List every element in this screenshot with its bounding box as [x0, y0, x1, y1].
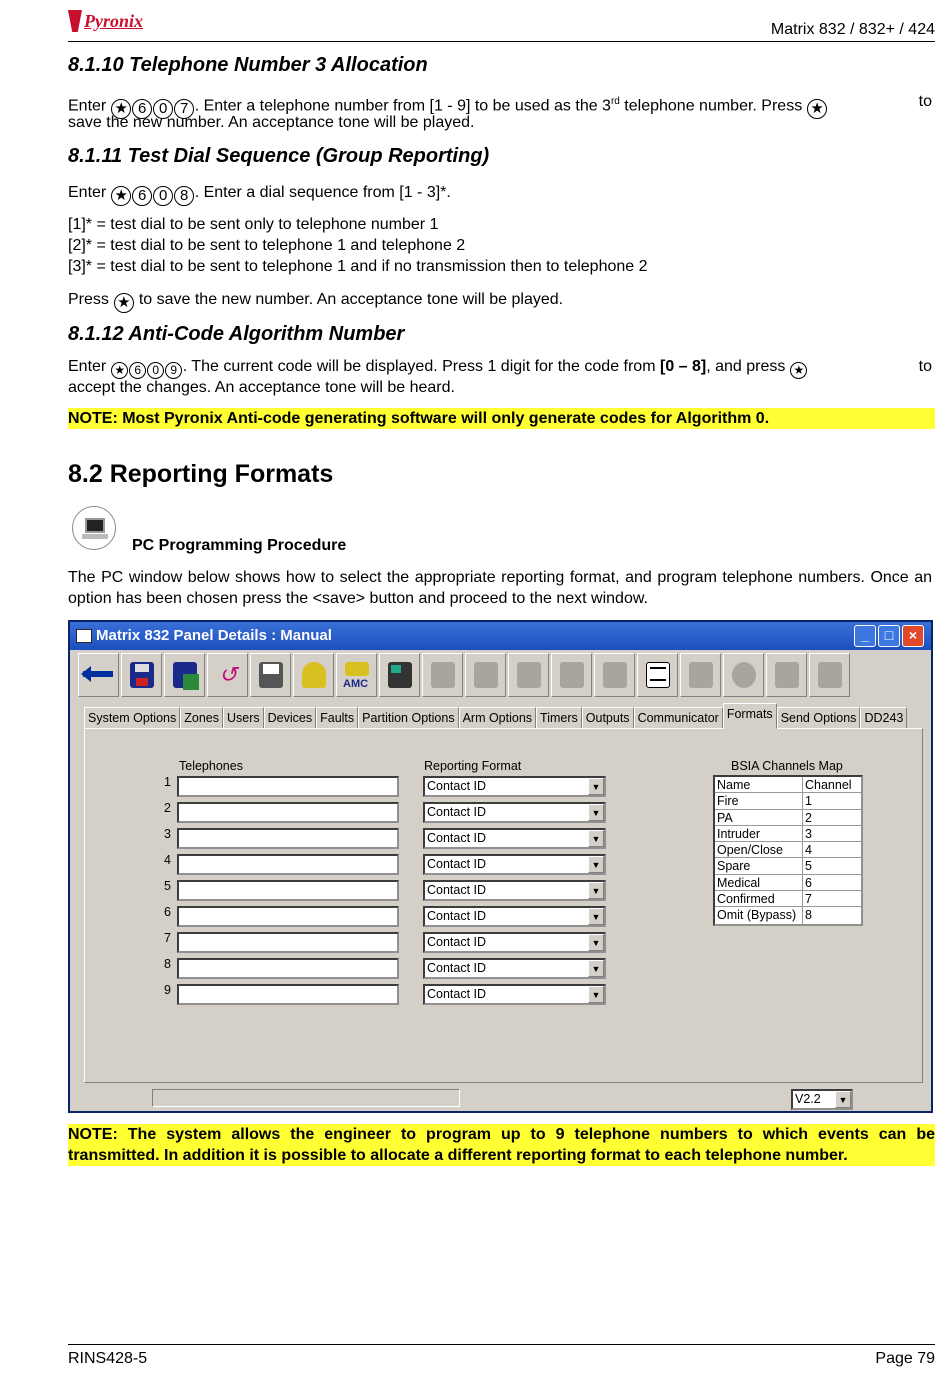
page-header — [68, 8, 935, 42]
tab-arm-options[interactable]: Arm Options — [459, 707, 536, 729]
close-button[interactable]: × — [902, 625, 924, 647]
pyronix-mark-icon — [68, 10, 82, 32]
compare-icon[interactable] — [680, 653, 721, 697]
telephone-field[interactable] — [177, 880, 399, 901]
amc-icon[interactable]: AMC — [336, 653, 377, 697]
reporting-format-select[interactable]: Contact ID ▼ — [423, 984, 606, 1005]
table-row[interactable]: Open/Close 4 — [715, 842, 861, 858]
reporting-format-select[interactable]: Contact ID ▼ — [423, 854, 606, 875]
document-id: RINS428-5 — [68, 1350, 148, 1367]
app-icon — [76, 629, 92, 643]
row-number: 6 — [164, 905, 171, 919]
table-row[interactable]: Spare 5 — [715, 858, 861, 874]
telephone-field[interactable] — [177, 828, 399, 849]
tab-communicator[interactable]: Communicator — [634, 707, 723, 729]
row-number: 7 — [164, 931, 171, 945]
chevron-down-icon[interactable]: ▼ — [588, 960, 604, 977]
download-2-icon[interactable] — [594, 653, 635, 697]
table-row[interactable]: Medical 6 — [715, 875, 861, 891]
row-number: 3 — [164, 827, 171, 841]
reporting-format-select[interactable]: Contact ID ▼ — [423, 906, 606, 927]
download-icon[interactable] — [508, 653, 549, 697]
pyronix-logo — [68, 10, 143, 32]
paragraph: Enter ★ 6 0 9 . The current code will be displayed. Press 1 digit for the code from [0 – 8], and press ★ to — [68, 358, 932, 377]
row-number: 4 — [164, 853, 171, 867]
upload-2-icon[interactable] — [551, 653, 592, 697]
telephone-field[interactable] — [177, 906, 399, 927]
window-titlebar — [70, 622, 931, 650]
row-number: 5 — [164, 879, 171, 893]
tab-system-options[interactable]: System Options — [84, 707, 180, 729]
reporting-format-select[interactable]: Contact ID ▼ — [423, 880, 606, 901]
paragraph: Enter ★ 6 0 8 . Enter a dial sequence from [1 - 3]*. — [68, 184, 451, 204]
paragraph: save the new number. An acceptance tone will be played. — [68, 114, 475, 131]
pc-procedure-title: PC Programming Procedure — [132, 537, 347, 554]
tab-devices[interactable]: Devices — [264, 707, 316, 729]
chevron-down-icon[interactable]: ▼ — [835, 1091, 851, 1108]
toolbar — [78, 653, 850, 699]
telephone-field[interactable] — [177, 984, 399, 1005]
telephone-field[interactable] — [177, 854, 399, 875]
computer-link-icon[interactable] — [379, 653, 420, 697]
chevron-down-icon[interactable]: ▼ — [588, 986, 604, 1003]
chevron-down-icon[interactable]: ▼ — [588, 778, 604, 795]
minimize-button[interactable]: _ — [854, 625, 876, 647]
tab-faults[interactable]: Faults — [316, 707, 358, 729]
program-key-icon: ★ — [111, 186, 131, 206]
fax-icon[interactable] — [422, 653, 463, 697]
keypad-icon[interactable] — [766, 653, 807, 697]
row-number: 9 — [164, 983, 171, 997]
section-heading: 8.1.11 Test Dial Sequence (Group Reporting) — [68, 145, 490, 167]
table-row[interactable]: Intruder 3 — [715, 826, 861, 842]
paragraph: Enter ★ 6 0 7 . Enter a telephone number from [1 - 9] to be used as the 3rd telephone number. Press ★ to — [68, 93, 932, 118]
chevron-down-icon[interactable]: ▼ — [588, 934, 604, 951]
table-row[interactable]: Fire 1 — [715, 793, 861, 809]
row-number: 1 — [164, 775, 171, 789]
reporting-format-select[interactable]: Contact ID ▼ — [423, 776, 606, 797]
logo-text: Pyronix — [84, 10, 144, 31]
chevron-down-icon[interactable]: ▼ — [588, 882, 604, 899]
chevron-down-icon[interactable]: ▼ — [588, 908, 604, 925]
tab-users[interactable]: Users — [223, 707, 264, 729]
section-heading: 8.1.10 Telephone Number 3 Allocation — [68, 54, 428, 76]
bsia-channels-table — [713, 775, 863, 926]
digit-key: 0 — [153, 99, 173, 119]
note-highlight: NOTE: Most Pyronix Anti-code generating software will only generate codes for Algorithm 0. — [68, 408, 935, 429]
reporting-format-select[interactable]: Contact ID ▼ — [423, 802, 606, 823]
chevron-down-icon[interactable]: ▼ — [588, 856, 604, 873]
section-heading: 8.1.12 Anti-Code Algorithm Number — [68, 323, 405, 345]
reporting-format-label: Reporting Format — [424, 759, 522, 773]
window-title: Matrix 832 Panel Details : Manual — [96, 627, 332, 644]
program-key-icon: ★ — [790, 362, 807, 379]
reporting-format-select[interactable]: Contact ID ▼ — [423, 958, 606, 979]
back-arrow-icon[interactable] — [78, 653, 119, 697]
save-icon[interactable] — [121, 653, 162, 697]
tab-send-options[interactable]: Send Options — [777, 707, 861, 729]
tab-dd243[interactable]: DD243 — [860, 707, 907, 729]
telephone-field[interactable] — [177, 776, 399, 797]
row-number: 2 — [164, 801, 171, 815]
table-row[interactable]: Omit (Bypass) 8 — [717, 908, 812, 923]
pc-icon — [72, 506, 116, 550]
book-icon[interactable] — [809, 653, 850, 697]
product-name: Matrix 832 / 832+ / 424 — [770, 21, 935, 38]
program-key-icon: ★ — [807, 99, 827, 119]
list-item: [3]* = test dial to be sent to telephone 1 and if no transmission then to telephone 2 — [68, 258, 648, 275]
table-row[interactable]: Confirmed 7 — [715, 891, 861, 907]
clock-icon[interactable] — [723, 653, 764, 697]
save-all-icon[interactable] — [164, 653, 205, 697]
paragraph: Press ★ to save the new number. An acceptance tone will be played. — [68, 291, 564, 311]
program-key-icon: ★ — [114, 293, 134, 313]
table-header: Name Channel — [715, 777, 861, 793]
tab-timers[interactable]: Timers — [536, 707, 582, 729]
undo-icon[interactable]: ↺ — [207, 653, 248, 697]
section-heading: 8.2 Reporting Formats — [68, 460, 334, 488]
tab-zones[interactable]: Zones — [180, 707, 223, 729]
digit-key: 8 — [174, 186, 194, 206]
chevron-down-icon[interactable]: ▼ — [588, 804, 604, 821]
page-number: Page 79 — [875, 1350, 935, 1367]
digit-key: 6 — [129, 362, 146, 379]
maximize-button[interactable]: □ — [878, 625, 900, 647]
row-number: 8 — [164, 957, 171, 971]
list-item: [1]* = test dial to be sent only to telephone number 1 — [68, 216, 439, 233]
page-footer — [68, 1344, 935, 1367]
note-highlight: NOTE: The system allows the engineer to program up to 9 telephone numbers to which events can be transmitted. In addition it is possible to allocate a different reporting format to each telephone number. — [68, 1126, 935, 1164]
list-icon[interactable] — [637, 653, 678, 697]
chevron-down-icon[interactable]: ▼ — [588, 830, 604, 847]
digit-key: 9 — [165, 362, 182, 379]
program-key-icon: ★ — [111, 362, 128, 379]
tab-partition-options[interactable]: Partition Options — [358, 707, 458, 729]
status-bar — [152, 1089, 460, 1107]
list-item: [2]* = test dial to be sent to telephone 1 and telephone 2 — [68, 237, 466, 254]
digit-key: 0 — [147, 362, 164, 379]
upload-icon[interactable] — [465, 653, 506, 697]
digit-key: 7 — [174, 99, 194, 119]
reporting-format-select[interactable]: Contact ID ▼ — [423, 932, 606, 953]
telephone-field[interactable] — [177, 932, 399, 953]
formats-panel — [84, 728, 923, 1083]
bsia-label: BSIA Channels Map — [731, 759, 843, 773]
table-row[interactable]: PA 2 — [715, 810, 861, 826]
reporting-format-select[interactable]: Contact ID ▼ — [423, 828, 606, 849]
tab-strip — [84, 704, 907, 729]
software-window — [68, 620, 933, 1113]
tab-formats[interactable]: Formats — [723, 703, 777, 729]
phone-icon[interactable] — [293, 653, 334, 697]
print-icon[interactable] — [250, 653, 291, 697]
tab-outputs[interactable]: Outputs — [582, 707, 634, 729]
telephone-field[interactable] — [177, 802, 399, 823]
paragraph: The PC window below shows how to select the appropriate reporting format, and program telephone numbers. Once an option has been chosen press the <save> button and proceed to the next window. — [68, 569, 932, 607]
digit-key: 0 — [153, 186, 173, 206]
program-key-icon: ★ — [111, 99, 131, 119]
digit-key: 6 — [132, 186, 152, 206]
version-select[interactable]: V2.2 ▼ — [791, 1089, 853, 1110]
telephone-field[interactable] — [177, 958, 399, 979]
digit-key: 6 — [132, 99, 152, 119]
telephones-label: Telephones — [179, 759, 243, 773]
paragraph: accept the changes. An acceptance tone will be heard. — [68, 379, 455, 396]
